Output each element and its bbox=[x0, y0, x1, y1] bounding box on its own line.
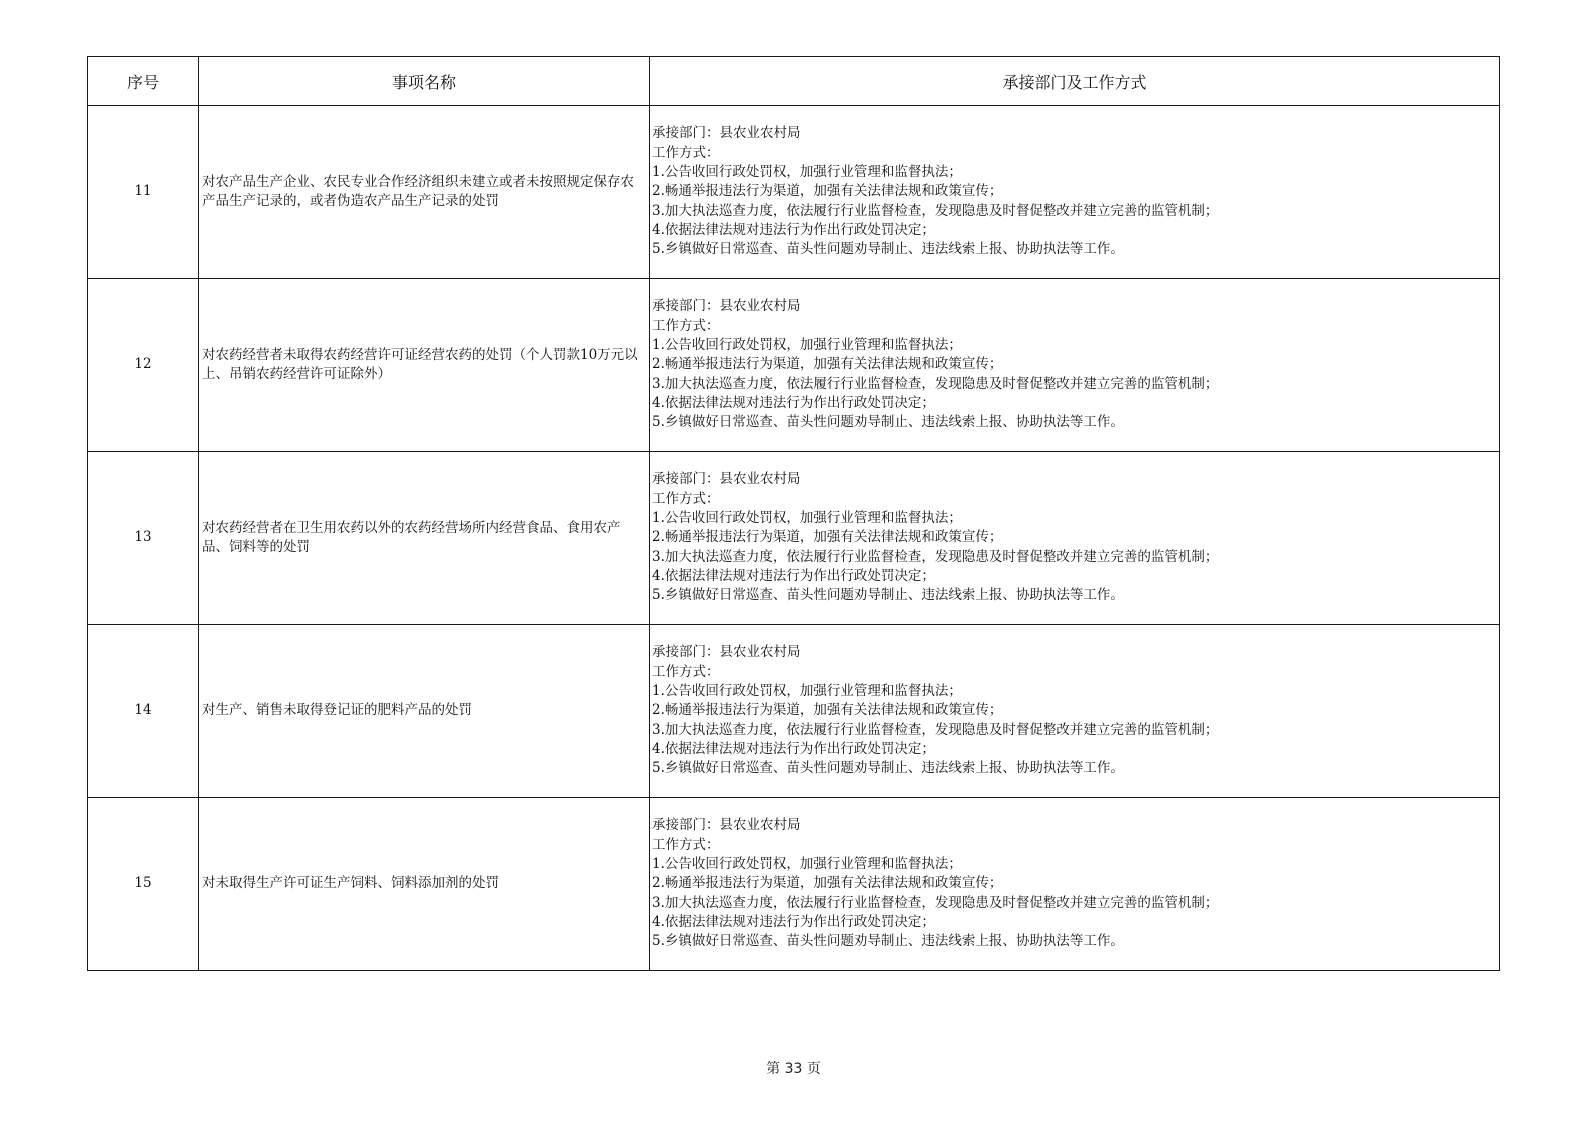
method-label-line: 工作方式： bbox=[652, 317, 720, 334]
method-item-line: 2.畅通举报违法行为渠道，加强有关法律法规和政策宣传； bbox=[652, 702, 1003, 719]
department-line: 承接部门：县农业农村局 bbox=[652, 125, 801, 142]
header-matter-name: 事项名称 bbox=[199, 57, 650, 106]
method-item-line: 5.乡镇做好日常巡查、苗头性问题劝导制止、违法线索上报、协助执法等工作。 bbox=[652, 414, 1124, 431]
method-item-line: 1.公告收回行政处罚权，加强行业管理和监督执法； bbox=[652, 856, 962, 873]
method-item-line: 5.乡镇做好日常巡查、苗头性问题劝导制止、违法线索上报、协助执法等工作。 bbox=[652, 241, 1124, 258]
method-item-line: 3.加大执法巡查力度，依法履行行业监督检查，发现隐患及时督促整改并建立完善的监管机制； bbox=[652, 894, 1219, 911]
method-item-line: 5.乡镇做好日常巡查、苗头性问题劝导制止、违法线索上报、协助执法等工作。 bbox=[652, 587, 1124, 604]
serial-number-cell: 13 bbox=[88, 452, 199, 625]
method-item-line: 4.依据法律法规对违法行为作出行政处罚决定； bbox=[652, 567, 935, 584]
serial-number-cell: 15 bbox=[88, 798, 199, 971]
method-item-line: 1.公告收回行政处罚权，加强行业管理和监督执法； bbox=[652, 510, 962, 527]
table-row bbox=[88, 798, 1500, 971]
table-header bbox=[88, 57, 1500, 106]
method-item-line: 4.依据法律法规对违法行为作出行政处罚决定； bbox=[652, 740, 935, 757]
department-line: 承接部门：县农业农村局 bbox=[652, 298, 801, 315]
header-row bbox=[88, 57, 1500, 106]
department-method-cell bbox=[650, 798, 1500, 971]
method-item-line: 1.公告收回行政处罚权，加强行业管理和监督执法； bbox=[652, 683, 962, 700]
method-label-line: 工作方式： bbox=[652, 144, 720, 161]
matters-table bbox=[87, 56, 1500, 971]
method-item-line: 3.加大执法巡查力度，依法履行行业监督检查，发现隐患及时督促整改并建立完善的监管机制； bbox=[652, 202, 1219, 219]
matter-name-cell: 对未取得生产许可证生产饲料、饲料添加剂的处罚 bbox=[199, 798, 650, 971]
matter-name-cell: 对生产、销售未取得登记证的肥料产品的处罚 bbox=[199, 625, 650, 798]
method-item-line: 5.乡镇做好日常巡查、苗头性问题劝导制止、违法线索上报、协助执法等工作。 bbox=[652, 760, 1124, 777]
matter-name-cell: 对农产品生产企业、农民专业合作经济组织未建立或者未按照规定保存农产品生产记录的，或者伪造农产品生产记录的处罚 bbox=[199, 106, 650, 279]
serial-number-cell: 11 bbox=[88, 106, 199, 279]
department-method-cell bbox=[650, 452, 1500, 625]
serial-number-cell: 12 bbox=[88, 279, 199, 452]
method-item-line: 1.公告收回行政处罚权，加强行业管理和监督执法； bbox=[652, 164, 962, 181]
method-item-line: 2.畅通举报违法行为渠道，加强有关法律法规和政策宣传； bbox=[652, 529, 1003, 546]
department-line: 承接部门：县农业农村局 bbox=[652, 644, 801, 661]
table-row bbox=[88, 106, 1500, 279]
serial-number-cell: 14 bbox=[88, 625, 199, 798]
department-line: 承接部门：县农业农村局 bbox=[652, 817, 801, 834]
table-body bbox=[88, 106, 1500, 971]
method-item-line: 3.加大执法巡查力度，依法履行行业监督检查，发现隐患及时督促整改并建立完善的监管机制； bbox=[652, 721, 1219, 738]
matter-name-cell: 对农药经营者未取得农药经营许可证经营农药的处罚（个人罚款10万元以上、吊销农药经营许可证除外） bbox=[199, 279, 650, 452]
page-number: 第 33 页 bbox=[766, 1061, 821, 1077]
department-method-cell bbox=[650, 279, 1500, 452]
method-item-line: 2.畅通举报违法行为渠道，加强有关法律法规和政策宣传； bbox=[652, 183, 1003, 200]
header-serial-number: 序号 bbox=[88, 57, 199, 106]
method-item-line: 1.公告收回行政处罚权，加强行业管理和监督执法； bbox=[652, 337, 962, 354]
method-item-line: 2.畅通举报违法行为渠道，加强有关法律法规和政策宣传； bbox=[652, 875, 1003, 892]
header-department-and-method: 承接部门及工作方式 bbox=[650, 57, 1500, 106]
department-method-cell bbox=[650, 625, 1500, 798]
method-label-line: 工作方式： bbox=[652, 836, 720, 853]
table-row bbox=[88, 279, 1500, 452]
method-item-line: 2.畅通举报违法行为渠道，加强有关法律法规和政策宣传； bbox=[652, 356, 1003, 373]
method-item-line: 3.加大执法巡查力度，依法履行行业监督检查，发现隐患及时督促整改并建立完善的监管机制； bbox=[652, 375, 1219, 392]
method-item-line: 3.加大执法巡查力度，依法履行行业监督检查，发现隐患及时督促整改并建立完善的监管机制； bbox=[652, 548, 1219, 565]
method-label-line: 工作方式： bbox=[652, 663, 720, 680]
department-line: 承接部门：县农业农村局 bbox=[652, 471, 801, 488]
matter-name-cell: 对农药经营者在卫生用农药以外的农药经营场所内经营食品、食用农产品、饲料等的处罚 bbox=[199, 452, 650, 625]
table-row bbox=[88, 625, 1500, 798]
department-method-cell bbox=[650, 106, 1500, 279]
method-item-line: 4.依据法律法规对违法行为作出行政处罚决定； bbox=[652, 394, 935, 411]
table-row bbox=[88, 452, 1500, 625]
method-label-line: 工作方式： bbox=[652, 490, 720, 507]
method-item-line: 5.乡镇做好日常巡查、苗头性问题劝导制止、违法线索上报、协助执法等工作。 bbox=[652, 933, 1124, 950]
method-item-line: 4.依据法律法规对违法行为作出行政处罚决定； bbox=[652, 221, 935, 238]
method-item-line: 4.依据法律法规对违法行为作出行政处罚决定； bbox=[652, 913, 935, 930]
